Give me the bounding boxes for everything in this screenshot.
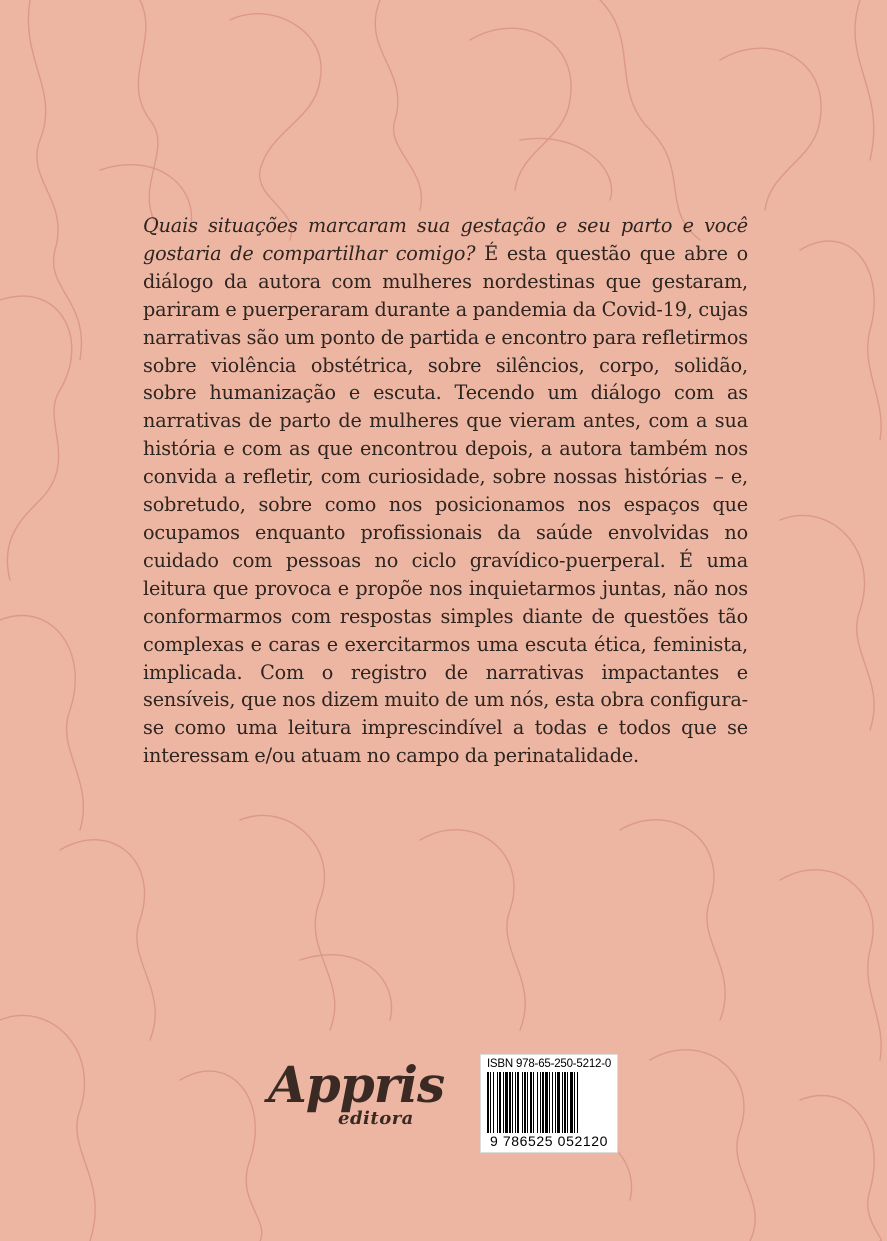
barcode-bar: [564, 1072, 566, 1133]
line-art-profile-3: [230, 14, 321, 240]
barcode-bars: [487, 1072, 611, 1133]
line-art-profile-15: [780, 870, 881, 1060]
isbn-digits: 9 786525 052120: [490, 1133, 608, 1149]
barcode-bar: [527, 1072, 528, 1133]
barcode-bar: [522, 1072, 523, 1133]
publisher-logo: [268, 1055, 443, 1145]
publisher-logo-sub: editora: [338, 1108, 414, 1129]
barcode-bar: [490, 1072, 491, 1133]
line-art-profile-2: [138, 0, 160, 230]
barcode-bar: [552, 1072, 553, 1133]
barcode-bar: [503, 1072, 504, 1133]
barcode-bar: [497, 1072, 498, 1133]
barcode-bar: [562, 1072, 563, 1133]
barcode-bar: [577, 1072, 578, 1133]
barcode-bar: [493, 1072, 494, 1133]
line-art-curve-2: [520, 138, 612, 200]
line-art-profile-1: [28, 0, 81, 360]
line-art-curve-3: [300, 955, 392, 1020]
barcode-bar: [555, 1072, 556, 1133]
barcode-bar: [542, 1072, 544, 1133]
barcode-bar: [574, 1072, 575, 1133]
blurb-body: É esta questão que abre o diálogo da autora com mulheres nordestinas que gestaram, pariram e puerperaram durante a pandemia da Covid-19, cujas narrativas são um ponto de partida e encontro para refletirmos sobre violência obstétrica, sobre silêncios, corpo, solidão, sobre humanização e escuta. Tecendo um diálogo com as narrativas de parto de mulheres que vieram antes, com a sua história e com as que encontrou depois, a autora também nos convida a refletir, com curiosidade, sobre nossas histórias – e, sobretudo, sobre como nos posicionamos nos espaços que ocupamos enquanto profissionais da saúde envolvidas no cuidado com pessoas no ciclo gravídico-puerperal. É uma leitura que provoca e propõe nos inquietarmos juntas, não nos conformarmos com respostas simples diante de questões tão complexas e caras e exercitarmos uma escuta ética, feminista, implicada. Com o registro de narrativas impactantes e sensíveis, que nos dizem muito de um nós, esta obra configura-se como uma leitura imprescindível a todas e todos que se interessam e/ou atuam no campo da perinatalidade.: [143, 241, 748, 768]
line-art-profile-10: [780, 516, 874, 730]
blurb-paragraph: [143, 212, 748, 770]
line-art-profile-9: [0, 616, 83, 830]
line-art-profile-11: [60, 840, 155, 1040]
barcode-bar: [487, 1072, 489, 1133]
barcode-bar: [512, 1072, 513, 1133]
blurb-lead-question: Quais situações marcaram sua gestação e seu parto e você gostaria de compartilhar comigo?: [143, 214, 748, 265]
barcode-bar: [567, 1072, 568, 1133]
barcode-bar: [537, 1072, 538, 1133]
barcode-bar: [545, 1072, 548, 1133]
barcode-bar: [517, 1072, 519, 1133]
barcode-bar: [557, 1072, 560, 1133]
barcode-bar: [509, 1072, 511, 1133]
barcode-bar: [530, 1072, 532, 1133]
line-art-profile-19: [800, 1096, 881, 1241]
line-art-hair-2: [800, 241, 881, 440]
line-art-profile-17: [180, 1071, 262, 1241]
line-art-profile-5: [470, 28, 571, 190]
line-art-profile-13: [420, 830, 525, 1030]
line-art-profile-14: [620, 820, 725, 1020]
publisher-logo-name: Appris: [268, 1055, 445, 1114]
line-art-profile-6: [600, 0, 700, 240]
line-art-profile-7: [720, 48, 821, 210]
barcode-bar: [499, 1072, 501, 1133]
barcode-bar: [515, 1072, 516, 1133]
isbn-barcode: [480, 1054, 618, 1153]
barcode-bar: [505, 1072, 508, 1133]
line-art-profile-4: [375, 0, 421, 210]
barcode-bar: [540, 1072, 541, 1133]
isbn-label: ISBN 978-65-250-5212-0: [486, 1058, 612, 1070]
barcode-bar: [570, 1072, 573, 1133]
line-art-profile-12: [240, 815, 335, 1030]
barcode-bar: [549, 1072, 550, 1133]
barcode-bar: [533, 1072, 534, 1133]
back-cover-blurb: [143, 212, 748, 770]
line-art-profile-16: [0, 1016, 95, 1241]
line-art-profile-8: [855, 0, 874, 160]
barcode-bar: [524, 1072, 526, 1133]
line-art-profile-18: [650, 1050, 755, 1241]
line-art-hair-1: [0, 296, 72, 580]
